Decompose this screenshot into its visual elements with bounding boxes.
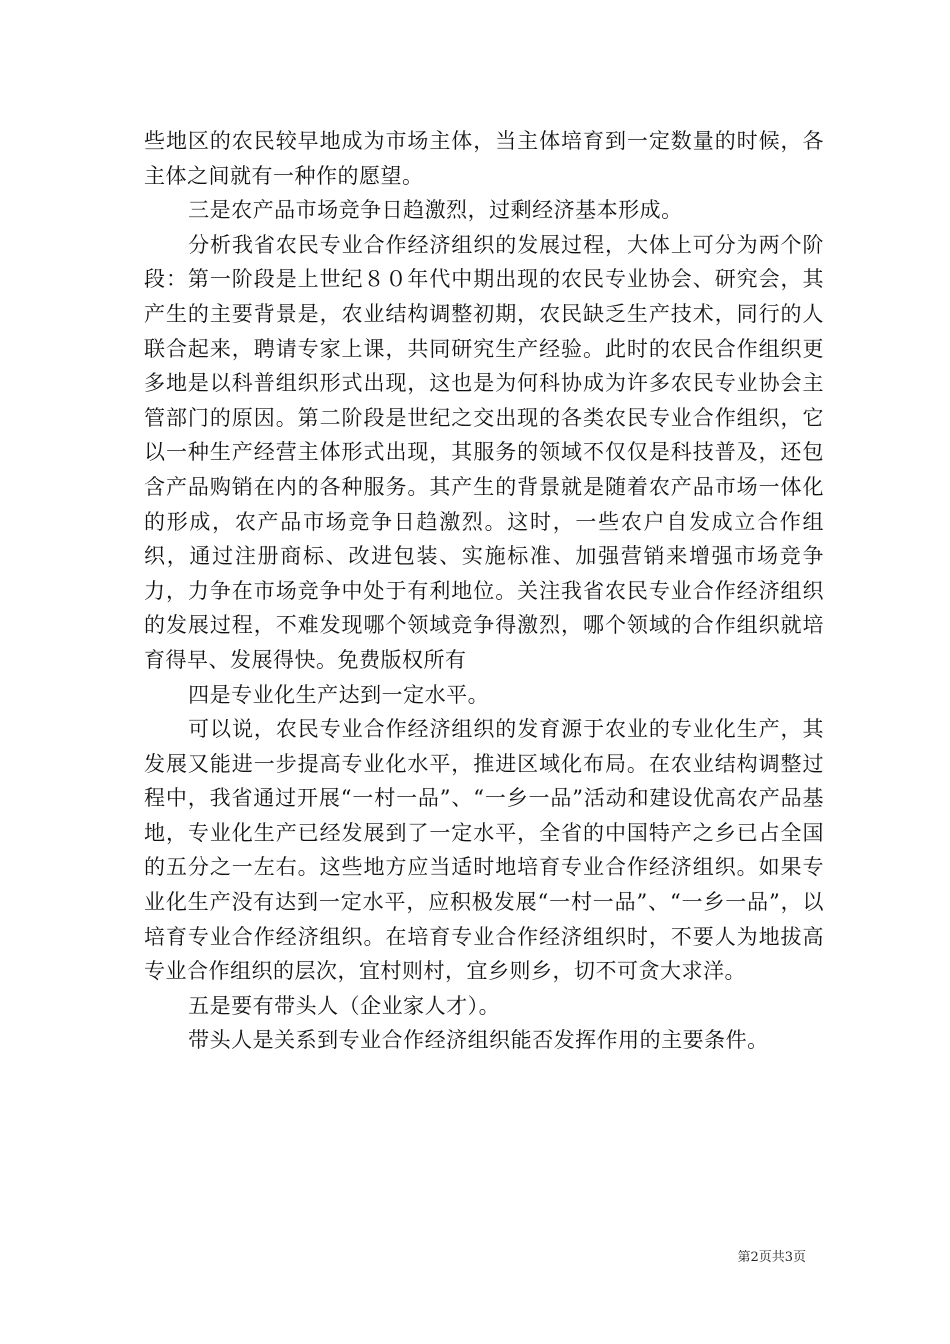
paragraph-leader: 带头人是关系到专业合作经济组织能否发挥作用的主要条件。 <box>188 1028 769 1053</box>
page-number-footer: 第2页共3页 <box>737 1250 806 1265</box>
paragraph-specialization: 可以说，农民专业合作经济组织的发育源于农业的专业化生产，其发展又能进一步提高专业化水平，推进区域化布局。在农业结构调整过程中，我省通过开展“一村一品”、“一乡一品”活动和建设优高农产品基地，专业化生产已经发展到了一定水平，全省的中国特产之乡已占全国的五分之一左右。这些地方应当适时地培育专业合作经济组织。如果专业化生产没有达到一定水平，应积极发展“一村一品”、“一乡一品”，以培育专业合作经济组织。在培育专业合作经济组织时，不要人为地拔高专业合作组织的层次，宜村则村，宜乡则乡，切不可贪大求洋。 <box>144 717 824 984</box>
paragraph-point-five: 五是要有带头人（企业家人才）。 <box>188 993 501 1018</box>
document-body <box>144 124 824 1058</box>
paragraph-point-three: 三是农产品市场竞争日趋激烈，过剩经济基本形成。 <box>188 198 683 223</box>
paragraph-development-analysis: 分析我省农民专业合作经济组织的发展过程，大体上可分为两个阶段：第一阶段是上世纪８０年代中期出现的农民专业协会、研究会，其产生的主要背景是，农业结构调整初期，农民缺乏生产技术，同行的人联合起来，聘请专家上课，共同研究生产经验。此时的农民合作组织更多地是以科普组织形式出现，这也是为何科协成为许多农民专业协会主管部门的原因。第二阶段是世纪之交出现的各类农民专业合作组织，它以一种生产经营主体形式出现，其服务的领域不仅仅是科技普及，还包含产品购销在内的各种服务。其产生的背景就是随着农产品市场一体化的形成，农产品市场竞争日趋激烈。这时，一些农户自发成立合作组织，通过注册商标、改进包装、实施标准、加强营销来增强市场竞争力，力争在市场竞争中处于有利地位。关注我省农民专业合作经济组织的发展过程，不难发现哪个领域竞争得激烈，哪个领域的合作组织就培育得早、发展得快。免费版权所有 <box>144 232 824 672</box>
paragraph-continuation: 些地区的农民较早地成为市场主体，当主体培育到一定数量的时候，各主体之间就有一种作的愿望。 <box>144 129 824 188</box>
paragraph-point-four: 四是专业化生产达到一定水平。 <box>188 682 490 707</box>
